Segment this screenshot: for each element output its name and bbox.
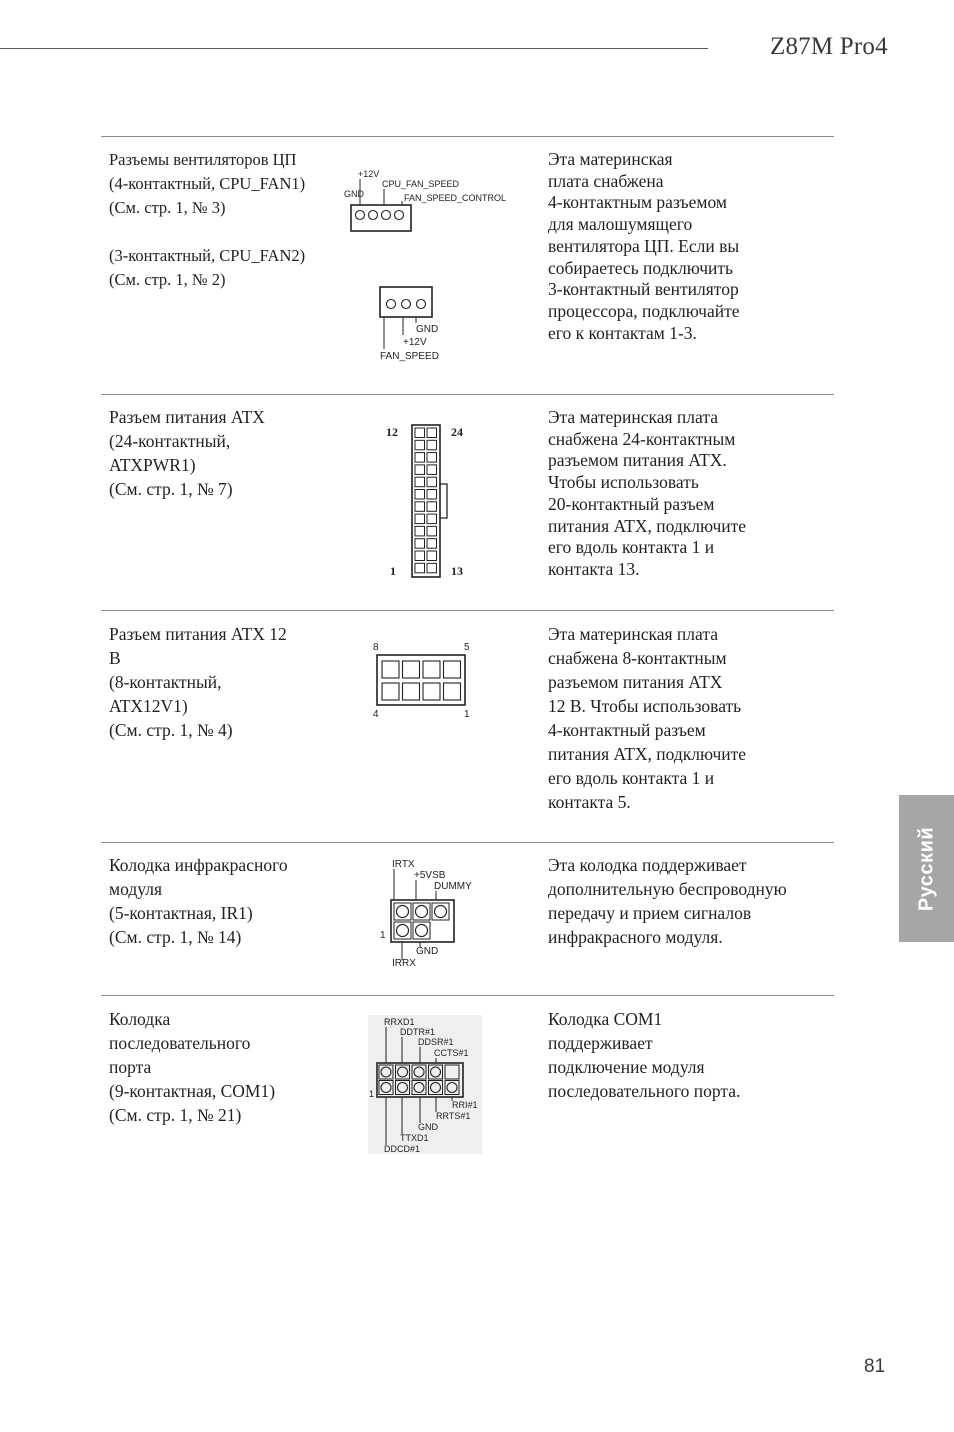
ir-pin-hole <box>416 925 428 937</box>
com-label-rrxd1: RRXD1 <box>384 1017 415 1027</box>
atx24-pin <box>427 563 437 573</box>
com-label-ddcd1: DDCD#1 <box>384 1144 421 1154</box>
com-label-rrts1: RRTS#1 <box>436 1111 471 1121</box>
atx-power-description: Разъем питания ATX (24-контактный, ATXPWR1) (См. стр. 1, № 7) <box>109 407 265 499</box>
atx24-pin <box>427 428 437 438</box>
ir-pin-hole <box>435 906 447 918</box>
com-header-note: Колодка COM1 поддерживает подключение модуля последовательного порта. <box>548 1009 741 1101</box>
model-title: Z87M Pro4 <box>770 33 888 60</box>
atx24-pin <box>427 526 437 536</box>
language-tab <box>899 795 954 942</box>
ir-header-description: Колодка инфракрасного модуля (5-контактная, IR1) (См. стр. 1, № 14) <box>109 855 288 947</box>
ir-header-note: Эта колодка поддерживает дополнительную беспроводную передачу и прием сигналов инфракрасного модуля. <box>548 855 787 947</box>
atx24-pin <box>415 453 425 463</box>
com-label-rri1: RRI#1 <box>452 1100 478 1110</box>
atx12v-pin <box>423 661 440 678</box>
fan2-label-gnd: GND <box>416 324 439 335</box>
row-divider <box>101 995 834 996</box>
atx24-pin <box>415 465 425 475</box>
page-number: 81 <box>864 1356 886 1377</box>
atx24-pin <box>415 551 425 561</box>
ir-header-diagram <box>374 855 484 970</box>
ir-pin-hole <box>397 925 409 937</box>
atx12v-diagram <box>365 638 480 723</box>
fan2-label-12v: +12V <box>403 337 427 348</box>
row-divider <box>101 136 834 137</box>
ir-label-pin1: 1 <box>380 930 386 941</box>
atx12v-pin <box>423 683 440 700</box>
atx12v-pin <box>444 683 461 700</box>
atx12v-description: Разъем питания ATX 12 В (8-контактный, ATX12V1) (См. стр. 1, № 4) <box>109 624 287 740</box>
fan-label-fan-speed-control: FAN_SPEED_CONTROL <box>404 193 507 203</box>
com-label-ccts1: CCTS#1 <box>434 1048 469 1058</box>
atx24-diagram <box>380 420 490 585</box>
atx24-pin <box>415 514 425 524</box>
fan-label-gnd: GND <box>344 189 364 199</box>
atx24-pin <box>427 551 437 561</box>
atx24-pin <box>415 539 425 549</box>
atx-power-note: Эта материнская плата снабжена 24-контактным разъемом питания ATX. Чтобы использовать 20-контактный разъем питания ATX, подключите его вдоль контакта 1 и контакта 13. <box>548 407 747 579</box>
atx12v-label-4: 4 <box>373 709 379 720</box>
cpu-fan2-diagram <box>370 285 480 367</box>
atx24-label-13: 13 <box>451 564 463 578</box>
cpu-fan-note: Эта материнская плата снабжена 4-контактным разъемом для малошумящего вентилятора ЦП. Если вы собираетесь подключить 3-контактный вентилятор процессора, подключайте его к контактам 1-3. <box>548 149 740 343</box>
ir-label-irrx: IRRX <box>392 958 416 969</box>
atx24-pin <box>415 477 425 487</box>
cpu-fan1-diagram <box>340 165 530 237</box>
ir-label-5vsb: +5VSB <box>414 870 446 881</box>
atx12v-pin <box>382 683 399 700</box>
atx24-label-1: 1 <box>390 564 396 578</box>
com-header-description: Колодка последовательного порта (9-контактная, COM1) (См. стр. 1, № 21) <box>109 1009 276 1125</box>
atx24-pin <box>427 477 437 487</box>
atx12v-pin <box>403 683 420 700</box>
atx12v-pin <box>444 661 461 678</box>
atx24-pin <box>415 563 425 573</box>
atx12v-label-8: 8 <box>373 642 379 653</box>
atx24-label-24: 24 <box>451 425 463 439</box>
language-tab-label: Русский <box>915 826 937 911</box>
com-label-gnd: GND <box>418 1122 438 1132</box>
atx12v-pin <box>382 661 399 678</box>
row-divider <box>101 610 834 611</box>
header-rule <box>0 48 708 49</box>
atx24-pin <box>415 502 425 512</box>
atx24-pin <box>427 490 437 500</box>
atx24-pin <box>427 514 437 524</box>
cpu-fan-description: Разъемы вентиляторов ЦП (4-контактный, CPU_FAN1) (См. стр. 1, № 3) (3-контактный, CPU_FAN2) (См. стр. 1, № 2) <box>109 150 306 289</box>
atx24-pin <box>415 428 425 438</box>
fan2-label-fan-speed: FAN_SPEED <box>380 351 439 362</box>
com-label-ttxd1: TTXD1 <box>400 1133 429 1143</box>
com-label-ddsr1: DDSR#1 <box>418 1037 454 1047</box>
fan-label-cpu-fan-speed: CPU_FAN_SPEED <box>382 179 460 189</box>
ir-pin-hole <box>397 906 409 918</box>
atx24-pin <box>427 465 437 475</box>
com-label-pin1: 1 <box>369 1089 375 1099</box>
atx24-label-12: 12 <box>386 425 398 439</box>
atx24-pin <box>427 453 437 463</box>
ir-label-dummy: DUMMY <box>434 881 472 892</box>
atx12v-label-1: 1 <box>464 709 470 720</box>
atx24-pin <box>415 490 425 500</box>
atx24-pin <box>427 440 437 450</box>
row-divider <box>101 394 834 395</box>
atx24-pin <box>427 539 437 549</box>
com-label-ddtr1: DDTR#1 <box>400 1027 436 1037</box>
atx24-pin <box>415 440 425 450</box>
atx12v-pin <box>403 661 420 678</box>
atx24-pin <box>427 502 437 512</box>
atx24-pin <box>415 526 425 536</box>
com-header-diagram <box>368 1015 483 1155</box>
ir-label-irtx: IRTX <box>392 859 415 870</box>
row-divider <box>101 842 834 843</box>
atx12v-label-5: 5 <box>464 642 470 653</box>
atx12v-note: Эта материнская плата снабжена 8-контактным разъемом питания ATX 12 В. Чтобы использовать 4-контактный разъем питания ATX, подключите его вдоль контакта 1 и контакта 5. <box>548 624 747 812</box>
fan-label-12v: +12V <box>358 169 380 179</box>
ir-label-gnd: GND <box>416 946 439 957</box>
ir-pin-hole <box>416 906 428 918</box>
